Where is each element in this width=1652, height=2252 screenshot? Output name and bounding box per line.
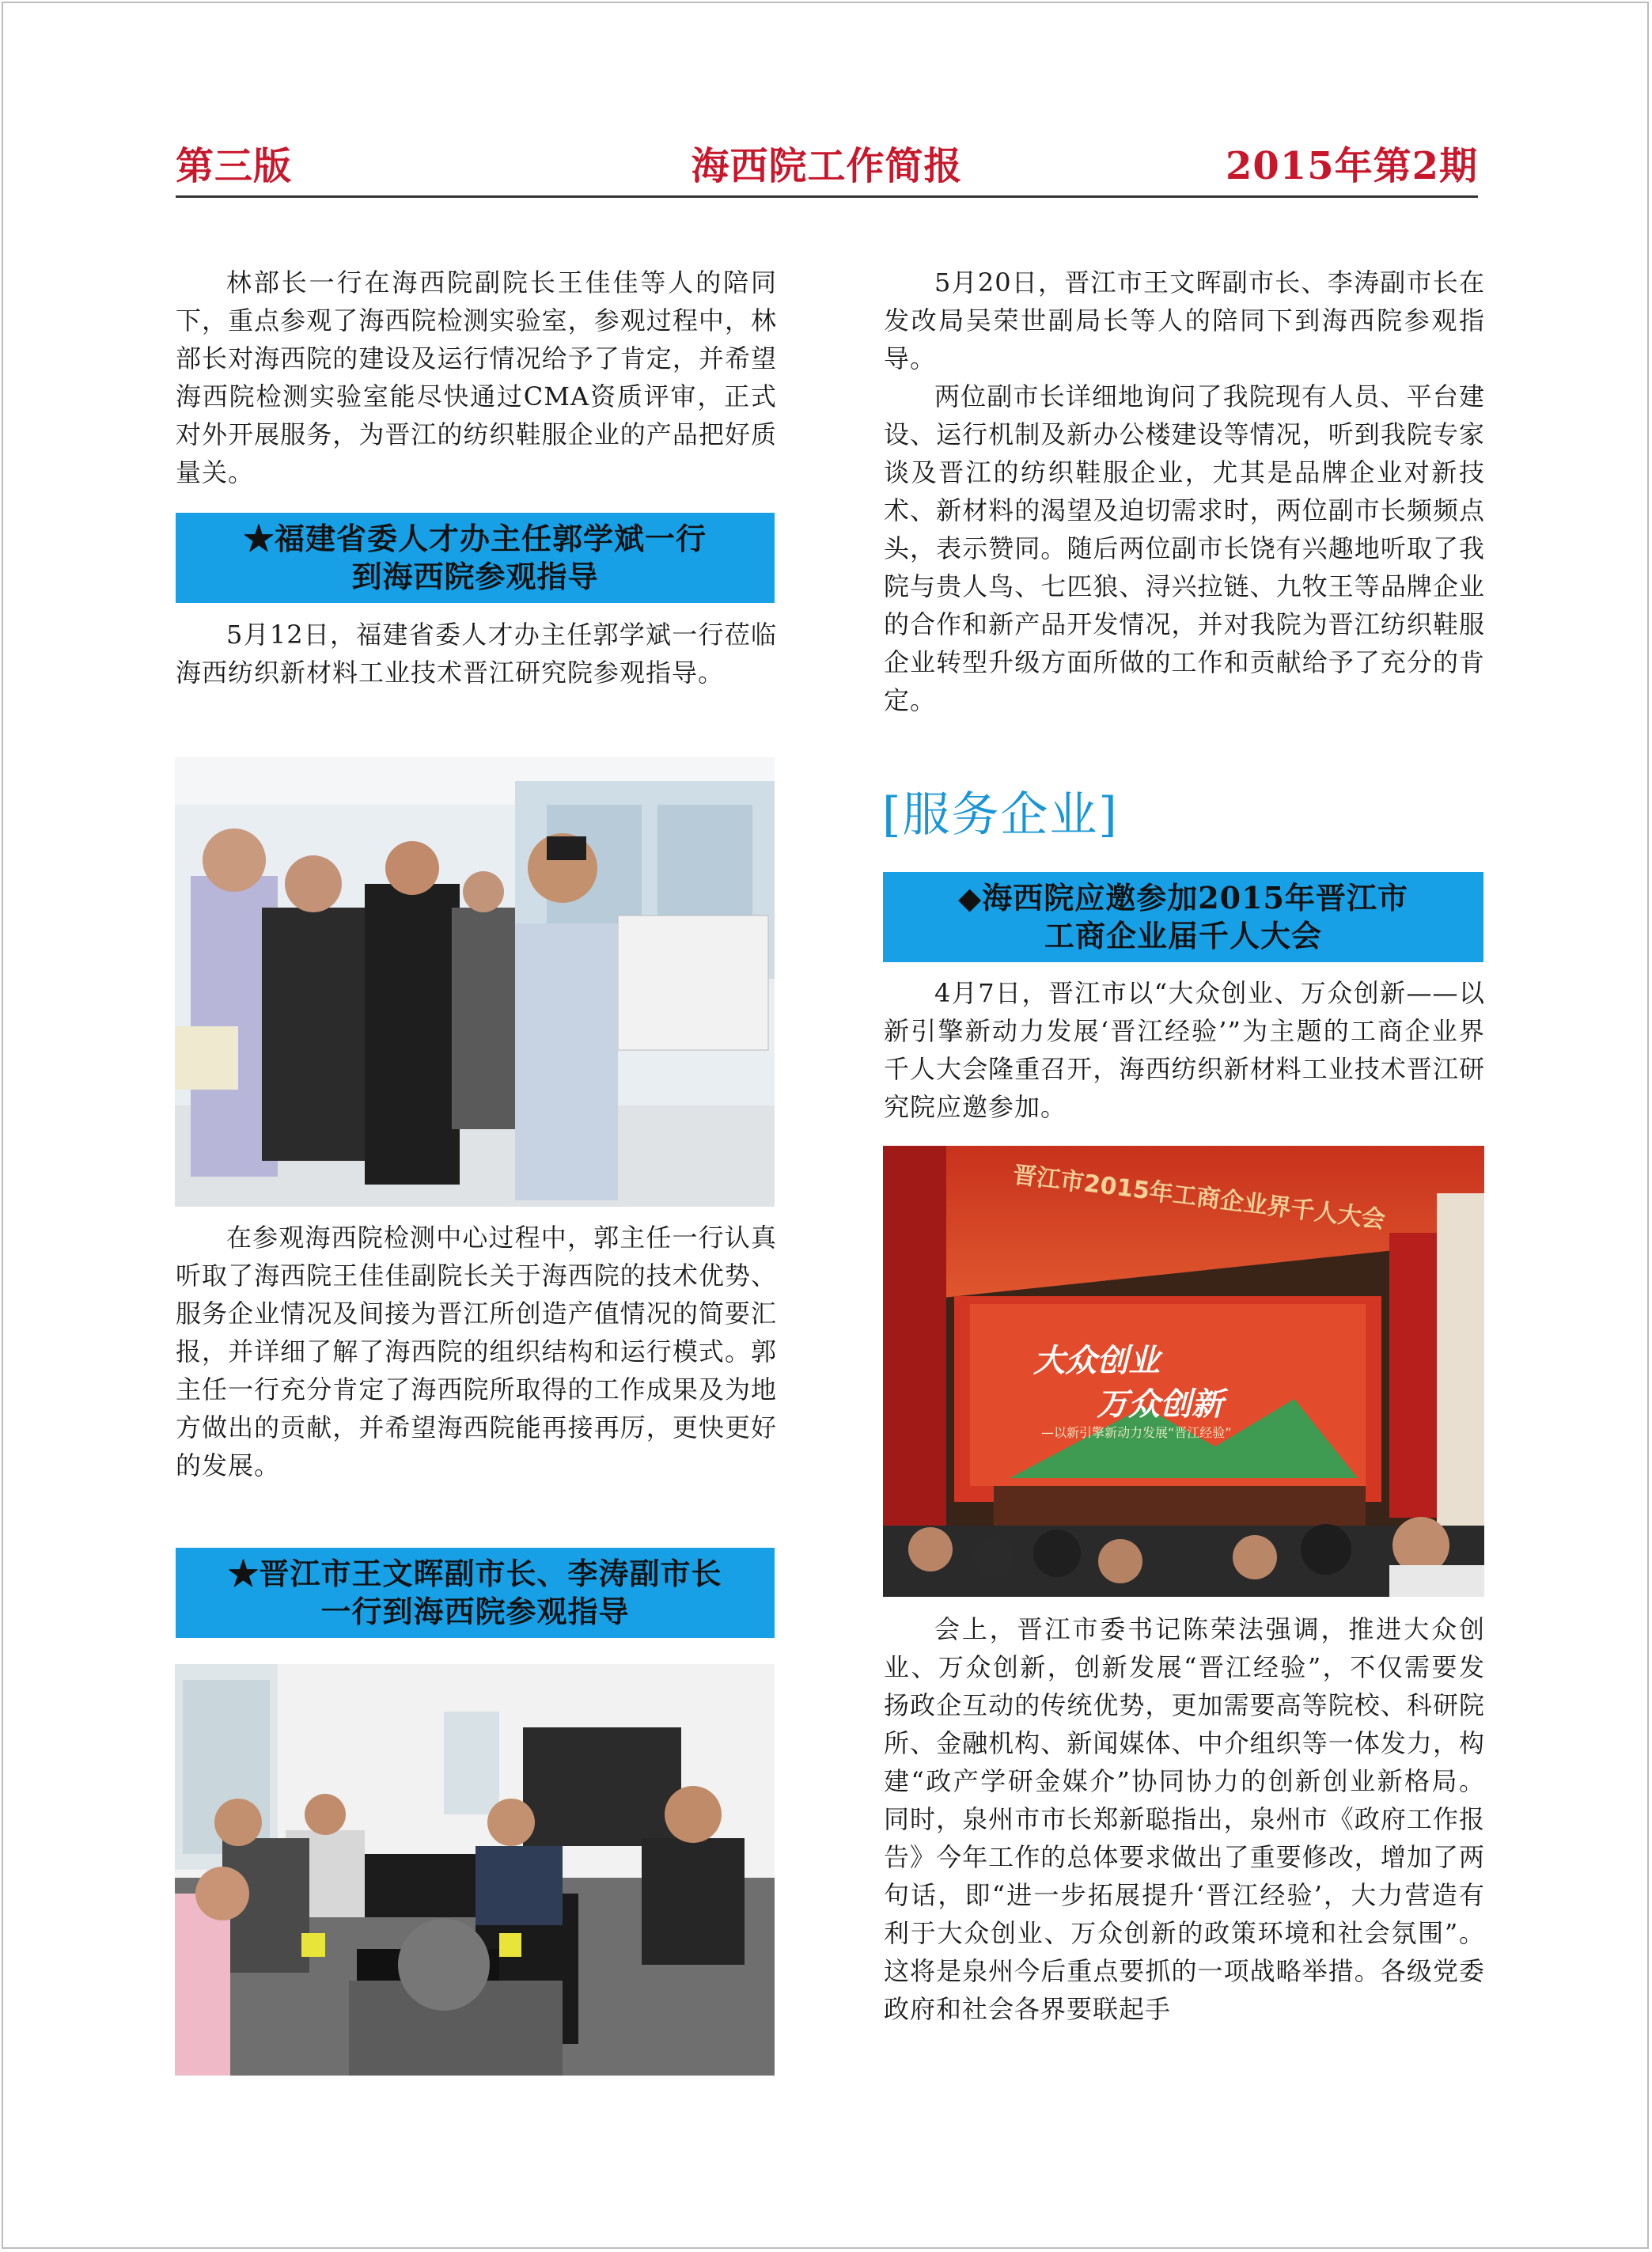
conference-banner-text: 晋江市2015年工商企业界千人大会 <box>1011 1161 1387 1234</box>
page-header <box>176 141 1478 196</box>
conference-slogan-1: 大众创业 <box>1033 1343 1160 1379</box>
photo-conference <box>883 1146 1484 1597</box>
newsletter-title: 海西院工作简报 <box>691 144 963 188</box>
header-divider <box>176 195 1478 198</box>
photo-meeting <box>175 1664 775 2076</box>
banner-wang-li-visit <box>176 1548 775 1638</box>
left-paragraph-3: 在参观海西院检测中心过程中，郭主任一行认真听取了海西院王佳佳副院长关于海西院的技术优势、服务企业情况及间接为晋江所创造产值情况的简要汇报，并详细了解了海西院的组织结构和运行模式。郭主任一行充分肯定了海西院所取得的工作成果及为地方做出的贡献，并希望海西院能再接再厉，更快更好的发展。 <box>176 1223 777 1480</box>
banner-line: ★福建省委人才办主任郭学斌一行 <box>243 521 707 556</box>
banner-thousand-conference <box>883 872 1483 962</box>
banner-line: ★晋江市王文晖副市长、李涛副市长 <box>228 1556 722 1591</box>
edition-label: 第三版 <box>176 144 293 188</box>
left-paragraph-1: 林部长一行在海西院副院长王佳佳等人的陪同下，重点参观了海西院检测实验室，参观过程中，林部长对海西院的建设及运行情况给予了肯定，并希望海西院检测实验室能尽快通过CMA资质评审，正式对外开展服务，为晋江的纺织鞋服企业的产品把好质量关。 <box>176 267 777 487</box>
banner-line: ◆海西院应邀参加2015年晋江市 <box>958 880 1408 916</box>
right-paragraph-1: 5月20日，晋江市王文晖副市长、李涛副市长在发改局吴荣世副局长等人的陪同下到海西院参观指导。 <box>884 267 1485 373</box>
section-title-service: [服务企业] <box>882 787 1119 843</box>
issue-label: 2015年第2期 <box>1226 144 1478 188</box>
banner-line: 到海西院参观指导 <box>351 559 599 594</box>
conference-slogan-2: 万众创新 <box>1097 1386 1223 1423</box>
photo-lab-visit <box>175 757 775 1207</box>
right-paragraph-4: 会上，晋江市委书记陈荣法强调，推进大众创业、万众创新，创新发展“晋江经验”，不仅需要发扬政企互动的传统优势，更加需要高等院校、科研院所、金融机构、新闻媒体、中介组织等一体发力，构建“政产学研金媒介”协同协力的创新创业新格局。同时，泉州市市长郑新聪指出，泉州市《政府工作报告》今年工作的总体要求做出了重要修改，增加了两句话，即“进一步拓展提升‘晋江经验’，大力营造有利于大众创业、万众创新的政策环境和社会氛围”。这将是泉州今后重点要抓的一项战略举措。各级党委政府和社会各界要联起手 <box>884 1614 1485 2024</box>
conference-slogan-sub: —以新引擎新动力发展“晋江经验” <box>1041 1425 1232 1440</box>
right-paragraph-2: 两位副市长详细地询问了我院现有人员、平台建设、运行机制及新办公楼建设等情况，听到我院专家谈及晋江的纺织鞋服企业，尤其是品牌企业对新技术、新材料的渴望及迫切需求时，两位副市长频频点头，表示赞同。随后两位副市长饶有兴趣地听取了我院与贵人鸟、七匹狼、浔兴拉链、九牧王等品牌企业的合作和新产品开发情况，并对我院为晋江纺织鞋服企业转型升级方面所做的工作和贡献给予了充分的肯定。 <box>884 381 1485 715</box>
banner-line: 工商企业届千人大会 <box>1044 918 1322 953</box>
left-paragraph-2: 5月12日，福建省委人才办主任郭学斌一行莅临海西纺织新材料工业技术晋江研究院参观指导。 <box>176 620 777 688</box>
banner-line: 一行到海西院参观指导 <box>320 1594 630 1629</box>
banner-guo-xuebin <box>176 513 775 603</box>
right-paragraph-3: 4月7日，晋江市以“大众创业、万众创新——以新引擎新动力发展‘晋江经验’”为主题的工商企业界千人大会隆重召开，海西纺织新材料工业技术晋江研究院应邀参加。 <box>884 978 1485 1122</box>
